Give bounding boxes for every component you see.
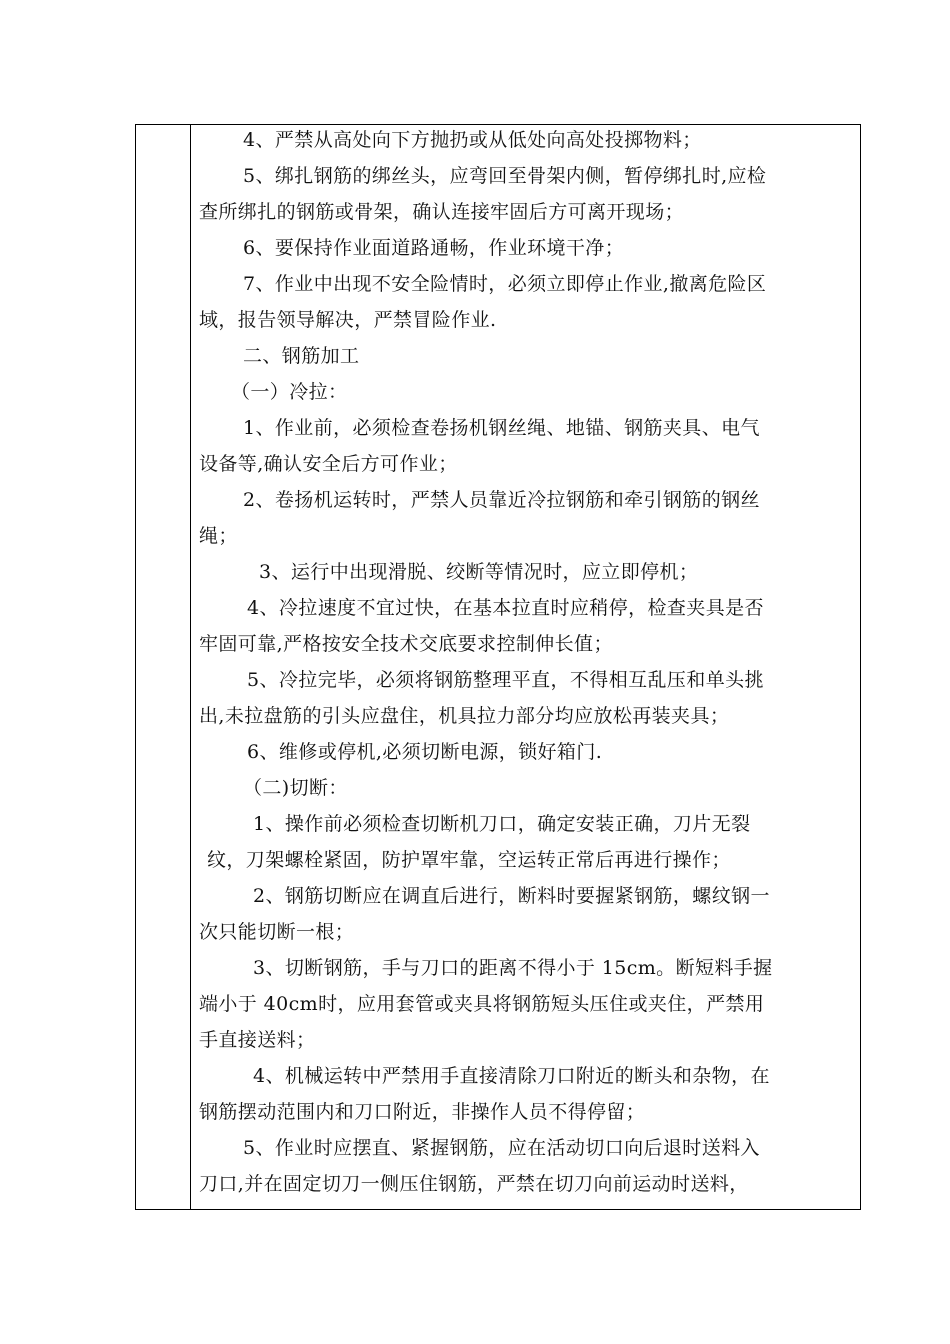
text-line: 2、卷扬机运转时，严禁人员靠近冷拉钢筋和牵引钢筋的钢丝 — [243, 489, 760, 511]
text-line: 3、切断钢筋，手与刀口的距离不得小于 15cm。断短料手握 — [253, 957, 773, 979]
section-heading: 二、钢筋加工 — [243, 345, 360, 367]
text-line: 纹，刀架螺栓紧固，防护罩牢靠，空运转正常后再进行操作； — [207, 849, 731, 871]
text-line: 刀口,并在固定切刀一侧压住钢筋，严禁在切刀向前运动时送料， — [199, 1173, 749, 1195]
text-line: 5、作业时应摆直、紧握钢筋，应在活动切口向后退时送料入 — [243, 1137, 760, 1159]
text-line: 端小于 40cm时，应用套管或夹具将钢筋短头压住或夹住，严禁用 — [199, 993, 765, 1015]
text-line: 1、作业前，必须检查卷扬机钢丝绳、地锚、钢筋夹具、电气 — [243, 417, 760, 439]
text-line: 6、维修或停机,必须切断电源，锁好箱门. — [247, 741, 603, 763]
text-line: 4、冷拉速度不宜过快，在基本拉直时应稍停，检查夹具是否 — [247, 597, 764, 619]
text-line: 次只能切断一根； — [199, 921, 355, 943]
subsection-heading: （一）冷拉： — [231, 381, 348, 403]
text-line: 4、严禁从高处向下方抛扔或从低处向高处投掷物料； — [243, 129, 702, 151]
subsection-heading: （二)切断： — [243, 777, 348, 799]
text-line: 1、操作前必须检查切断机刀口，确定安装正确，刀片无裂 — [253, 813, 751, 835]
text-line: 钢筋摆动范围内和刀口附近，非操作人员不得停留； — [199, 1101, 646, 1123]
text-line: 5、冷拉完毕，必须将钢筋整理平直，不得相互乱压和单头挑 — [247, 669, 764, 691]
text-line: 设备等,确认安全后方可作业； — [199, 453, 458, 475]
text-line: 7、作业中出现不安全险情时，必须立即停止作业,撤离危险区 — [243, 273, 767, 295]
document-table — [135, 124, 861, 1210]
text-line: 2、钢筋切断应在调直后进行，断料时要握紧钢筋，螺纹钢一 — [253, 885, 770, 907]
text-line: 3、运行中出现滑脱、绞断等情况时，应立即停机； — [259, 561, 699, 583]
table-content-cell — [191, 125, 860, 1209]
text-line: 4、机械运转中严禁用手直接清除刀口附近的断头和杂物，在 — [253, 1065, 770, 1087]
text-line: 出,未拉盘筋的引头应盘住，机具拉力部分均应放松再装夹具； — [199, 705, 730, 727]
text-line: 查所绑扎的钢筋或骨架，确认连接牢固后方可离开现场； — [199, 201, 685, 223]
text-line: 手直接送料； — [199, 1029, 316, 1051]
text-line: 牢固可靠,严格按安全技术交底要求控制伸长值； — [199, 633, 613, 655]
text-line: 5、绑扎钢筋的绑丝头，应弯回至骨架内侧，暂停绑扎时,应检 — [243, 165, 767, 187]
table-left-column — [136, 125, 191, 1209]
text-line: 6、要保持作业面道路通畅，作业环境干净； — [243, 237, 625, 259]
text-line: 域，报告领导解决，严禁冒险作业. — [199, 309, 497, 331]
text-line: 绳； — [199, 525, 238, 547]
